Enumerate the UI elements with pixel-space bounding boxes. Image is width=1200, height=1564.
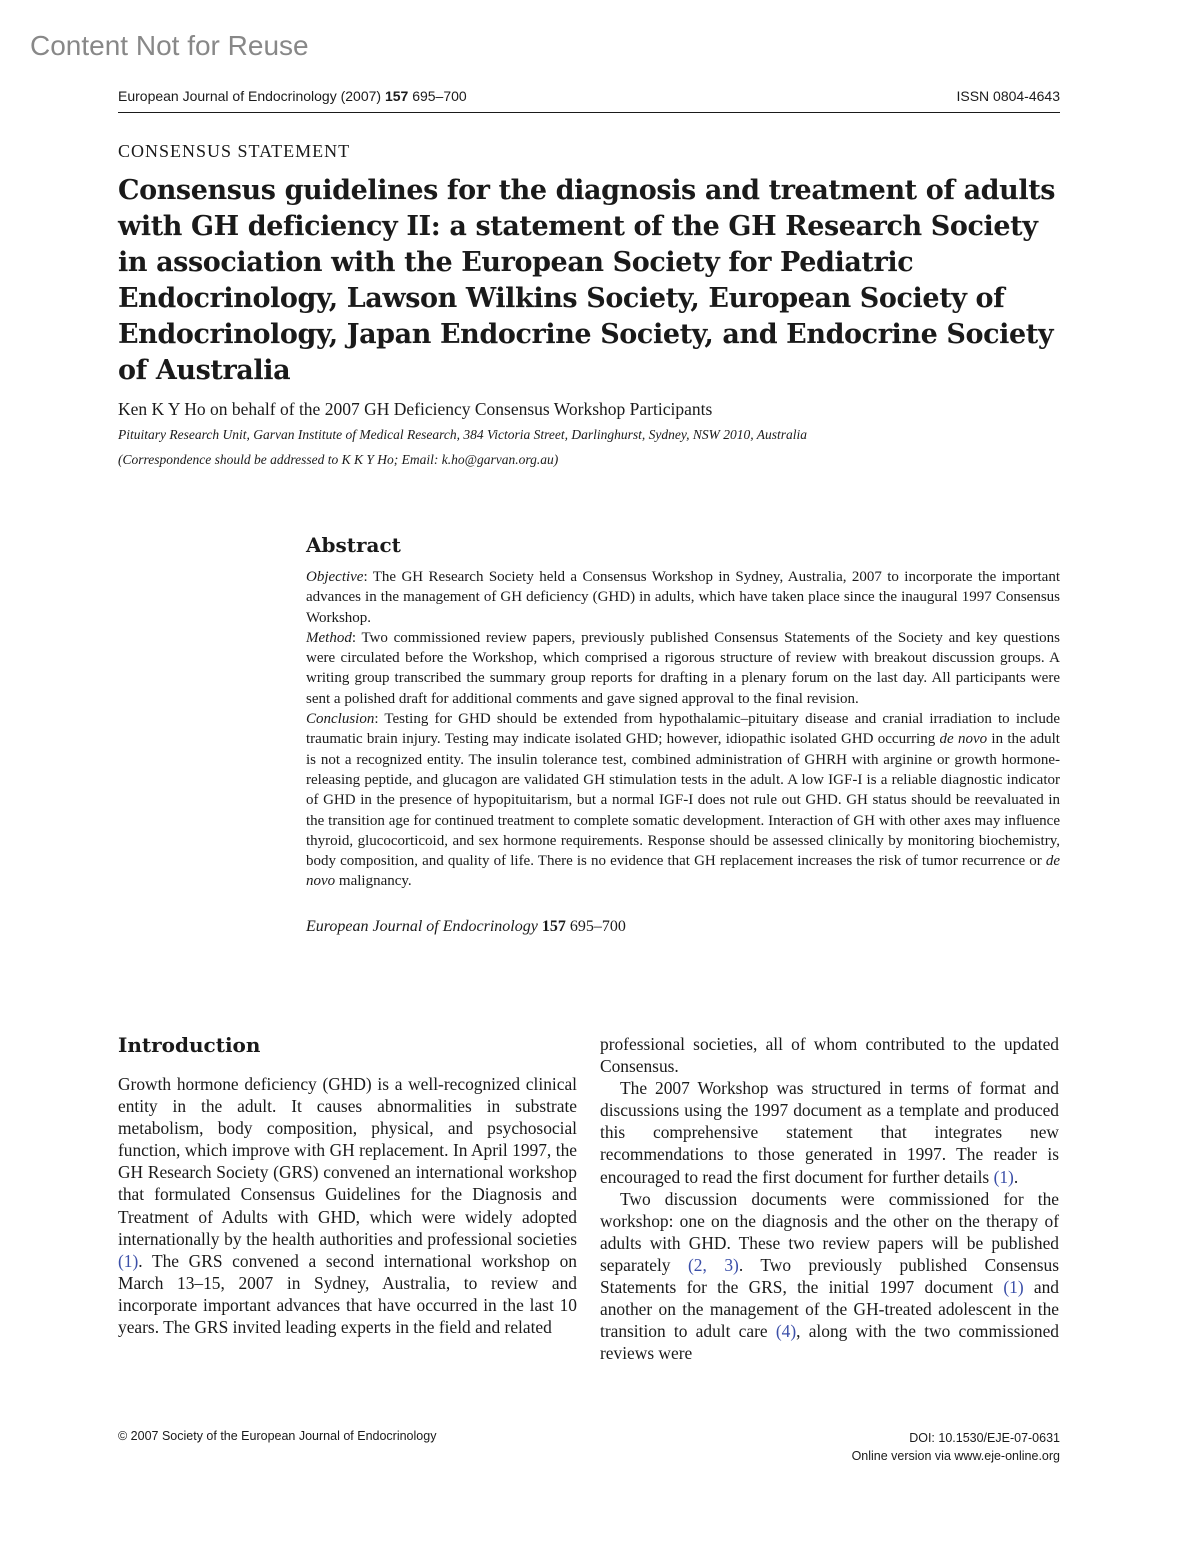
objective-text: : The GH Research Society held a Consensus Workshop in Sydney, Australia, 2007 to incorporate the important advances in the management of GH deficiency (GHD) in adults, which have taken place since the inaugural 1997 Consensus Workshop. bbox=[306, 569, 1060, 626]
objective-label: Objective bbox=[306, 569, 364, 585]
intro-paragraph-1-continued: professional societies, all of whom contributed to the updated Consensus. bbox=[600, 1034, 1059, 1077]
journal-header bbox=[118, 88, 1060, 113]
reference-link[interactable]: (1) bbox=[993, 1166, 1014, 1187]
intro-paragraph-1 bbox=[118, 1073, 577, 1338]
intro-column-right bbox=[600, 1033, 1059, 1364]
cite-volume: 157 bbox=[541, 917, 566, 935]
article-title: Consensus guidelines for the diagnosis and treatment of adults with GH deficiency II: a statement of the GH Research Society in association with the European Society for Pediatric Endocrinology, Lawson Wilkins Society, European Society of Endocrinology, Japan Endocrine Society, and Endocrine Society of Australia bbox=[118, 175, 1056, 386]
footer-doi-block bbox=[852, 1429, 1060, 1465]
method-text: : Two commissioned review papers, previously published Consensus Statements of the Society and key questions were circulated before the Workshop, which comprised a rigorous structure of review with breakout discussion groups. A writing group transcribed the summary group reports for drafting in a plenary forum on the last day. All participants were sent a polished draft for additional comments and gave signed approval to the final revision. bbox=[306, 629, 1060, 707]
affiliation: Pituitary Research Unit, Garvan Institute of Medical Research, 384 Victoria Street, Darlinghurst, Sydney, NSW 2010, Australia bbox=[118, 427, 808, 442]
abstract-conclusion bbox=[306, 709, 1060, 892]
abstract-objective bbox=[306, 567, 1060, 628]
intro-p1-text-b: . The GRS convened a second international workshop on March 13–15, 2007 in Sydney, Australia, to review and incorporate important advances that have occurred in the last 10 years. The GRS invited leading experts in the field and related bbox=[118, 1250, 577, 1338]
online-version-link[interactable]: Online version via www.eje-online.org bbox=[851, 1449, 1060, 1463]
conclusion-italic-2: de novo bbox=[306, 853, 1060, 890]
journal-pages: 695–700 bbox=[408, 88, 467, 104]
journal-volume: 157 bbox=[384, 88, 409, 104]
correspondence: (Correspondence should be addressed to K K Y Ho; Email: k.ho@garvan.org.au) bbox=[118, 452, 559, 467]
intro-p2-text-a: The 2007 Workshop was structured in terms of format and discussions using the 1997 document as a template and produced this comprehensive statement that integrates new recommendations to those generated in 1997. The reader is encouraged to read the first document for further details bbox=[600, 1078, 1059, 1187]
intro-p3-text-c: and another on the management of the GH-treated adolescent in the transition to adult care bbox=[600, 1277, 1059, 1342]
conclusion-label: Conclusion bbox=[306, 711, 375, 728]
intro-paragraph-3 bbox=[600, 1188, 1059, 1365]
doi: DOI: 10.1530/EJE-07-0631 bbox=[909, 1431, 1060, 1445]
reference-link[interactable]: (4) bbox=[775, 1321, 797, 1342]
abstract-citation bbox=[306, 918, 1060, 936]
abstract-heading: Abstract bbox=[306, 533, 401, 557]
introduction-heading: Introduction bbox=[118, 1033, 261, 1057]
abstract bbox=[306, 533, 1060, 936]
reference-link[interactable]: (2, 3) bbox=[688, 1254, 739, 1275]
reference-link[interactable]: (1) bbox=[1003, 1277, 1024, 1298]
watermark: Content Not for Reuse bbox=[30, 30, 309, 61]
cite-journal: European Journal of Endocrinology bbox=[306, 917, 538, 935]
cite-pages: 695–700 bbox=[569, 917, 626, 935]
intro-column-left bbox=[118, 1033, 577, 1338]
journal-name: European Journal of Endocrinology (2007) bbox=[118, 88, 385, 104]
issn: ISSN 0804-4643 bbox=[956, 88, 1060, 104]
intro-p3-text-d: , along with the two commissioned reviews were bbox=[600, 1321, 1059, 1364]
method-label: Method bbox=[306, 629, 352, 646]
journal-citation bbox=[118, 88, 467, 104]
conclusion-text-3: malignancy. bbox=[335, 873, 412, 890]
abstract-method bbox=[306, 628, 1060, 709]
intro-paragraph-2 bbox=[600, 1077, 1059, 1187]
author-line: Ken K Y Ho on behalf of the 2007 GH Deficiency Consensus Workshop Participants bbox=[118, 399, 713, 419]
conclusion-text-1: : Testing for GHD should be extended from hypothalamic–pituitary disease and cranial irradiation to include traumatic brain injury. Testing may indicate isolated GHD; however, idiopathic isolated GHD occurring bbox=[306, 711, 1060, 748]
conclusion-text-2: in the adult is not a recognized entity. The insulin tolerance test, combined administration of GHRH with arginine or growth hormone-releasing peptide, and glucagon are validated GH stimulation tests in the adult. A low IGF-I is a reliable diagnostic indicator of GHD in the presence of hypopituitarism, but a normal IGF-I does not rule out GHD. GH status should be reevaluated in the transition age for continued treatment to complete somatic development. Interaction of GH with other axes may influence thyroid, glucocorticoid, and sex hormone requirements. Response should be assessed clinically by monitoring biochemistry, body composition, and quality of life. There is no evidence that GH replacement increases the risk of tumor recurrence or bbox=[306, 731, 1060, 870]
intro-p3-text-b: . Two previously published Consensus Statements for the GRS, the initial 1997 document bbox=[600, 1254, 1059, 1298]
section-label: CONSENSUS STATEMENT bbox=[118, 141, 351, 161]
intro-p2-text-b: . bbox=[1013, 1166, 1019, 1187]
conclusion-italic-1: de novo bbox=[939, 731, 988, 748]
reference-link[interactable]: (1) bbox=[118, 1250, 139, 1271]
intro-p1-text-a: Growth hormone deficiency (GHD) is a well-recognized clinical entity in the adult. It causes abnormalities in substrate metabolism, body composition, physical, and psychosocial function, which improve with GH replacement. In April 1997, the GH Research Society (GRS) convened an international workshop that formulated Consensus Guidelines for the Diagnosis and Treatment of Adults with GHD, which were widely adopted internationally by the health authorities and professional societies bbox=[118, 1074, 577, 1249]
copyright: © 2007 Society of the European Journal of Endocrinology bbox=[118, 1429, 437, 1443]
intro-p3-text-a: Two discussion documents were commissioned for the workshop: one on the diagnosis and the other on the therapy of adults with GHD. These two review papers will be published separately bbox=[600, 1188, 1059, 1275]
